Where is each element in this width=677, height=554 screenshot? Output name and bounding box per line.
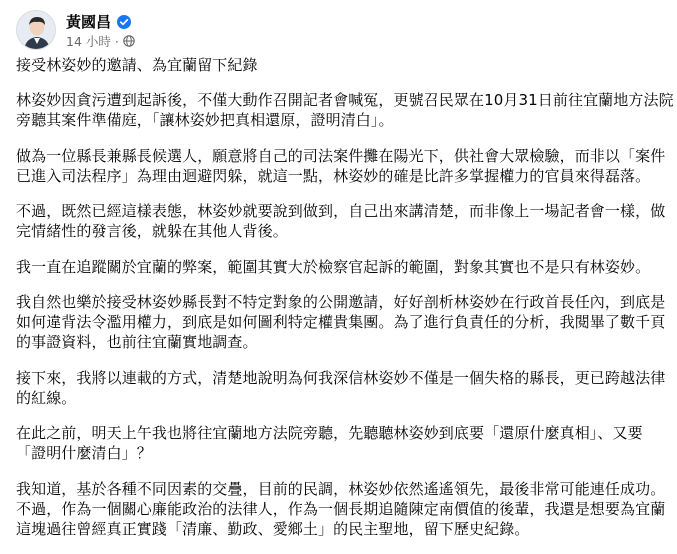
paragraph-line: 的事證資料，也前往宜蘭實地調查。 xyxy=(16,333,258,351)
post-paragraphs xyxy=(16,90,674,539)
paragraph-line: 我一直在追蹤關於宜蘭的弊案，範圍其實大於檢察官起訴的範圍，對象其實也不是只有林姿妙。 xyxy=(16,257,651,276)
paragraph-line: 接下來，我將以連載的方式，清楚地說明為何我深信林姿妙不僅是一個失格的縣長，更已跨越法律 xyxy=(16,368,666,387)
paragraph-line: 我知道，基於各種不同因素的交疊，目前的民調，林姿妙依然遙遙領先，最後非常可能連任成功。 xyxy=(16,479,666,498)
author-name[interactable] xyxy=(66,11,131,32)
post-paragraph xyxy=(16,368,666,408)
paragraph-line: 如何違背法令濫用權力，到底是如何圖利特定權貴集團。為了進行負責任的分析，我閱畢了數千頁 xyxy=(16,313,666,331)
author-label[interactable]: 黃國昌 xyxy=(66,13,112,31)
verified-badge-icon xyxy=(117,15,131,29)
paragraph-line: 「證明什麼清白」？ xyxy=(16,444,152,462)
globe-icon[interactable] xyxy=(123,35,135,47)
post-paragraph xyxy=(16,146,666,186)
post-body xyxy=(16,55,674,554)
paragraph-line: 在此之前，明天上午我也將往宜蘭地方法院旁聽，先聽聽林姿妙到底要「還原什麼真相」、又要 xyxy=(16,424,643,442)
post-paragraph xyxy=(16,423,662,463)
paragraph-line: 完情緒性的發言後，就躲在其他人背後。 xyxy=(16,222,288,240)
post-meta xyxy=(66,32,135,50)
meta-separator: · xyxy=(114,33,119,49)
post-paragraph xyxy=(16,479,666,539)
paragraph-line: 我自然也樂於接受林姿妙縣長對不特定對象的公開邀請，好好剖析林姿妙在行政首長任內，到底是 xyxy=(16,293,666,311)
paragraph-line: 這塊過往曾經真正實踐「清廉、勤政、愛鄉土」的民主聖地，留下歷史紀錄。 xyxy=(16,519,530,538)
paragraph-line: 旁聽其案件準備庭，「讓林姿妙把真相還原，證明清白」。 xyxy=(16,111,394,129)
post-paragraph xyxy=(16,292,666,352)
paragraph-line: 林姿妙因貪污遭到起訴後，不僅大動作召開記者會喊冤，更號召民眾在10月31日前往宜蘭地方法院 xyxy=(16,91,674,109)
post-timestamp[interactable]: 14 小時 xyxy=(66,34,111,49)
paragraph-line: 做為一位縣長兼縣長候選人，願意將自己的司法案件攤在陽光下，供社會大眾檢驗，而非以「案件 xyxy=(16,146,666,165)
paragraph-line: 不過，作為一個關心廉能政治的法律人，作為一個長期追隨陳定南價值的後輩，我還是想要為宜蘭 xyxy=(16,499,666,518)
paragraph-line: 已進入司法程序」為理由迴避閃躲，就這一點，林姿妙的確是比許多掌握權力的官員來得磊落。 xyxy=(16,166,651,185)
paragraph-line: 的紅線。 xyxy=(16,388,77,407)
post-paragraph xyxy=(16,201,666,241)
avatar[interactable] xyxy=(16,10,56,50)
post-paragraph xyxy=(16,257,662,277)
post-paragraph xyxy=(16,90,674,130)
post-header xyxy=(16,10,656,50)
paragraph-line: 不過，既然已經這樣表態，林姿妙就要說到做到，自己出來講清楚，而非像上一場記者會一樣，做 xyxy=(16,202,666,220)
post-title: 接受林姿妙的邀請、為宜蘭留下紀錄 xyxy=(16,56,258,74)
